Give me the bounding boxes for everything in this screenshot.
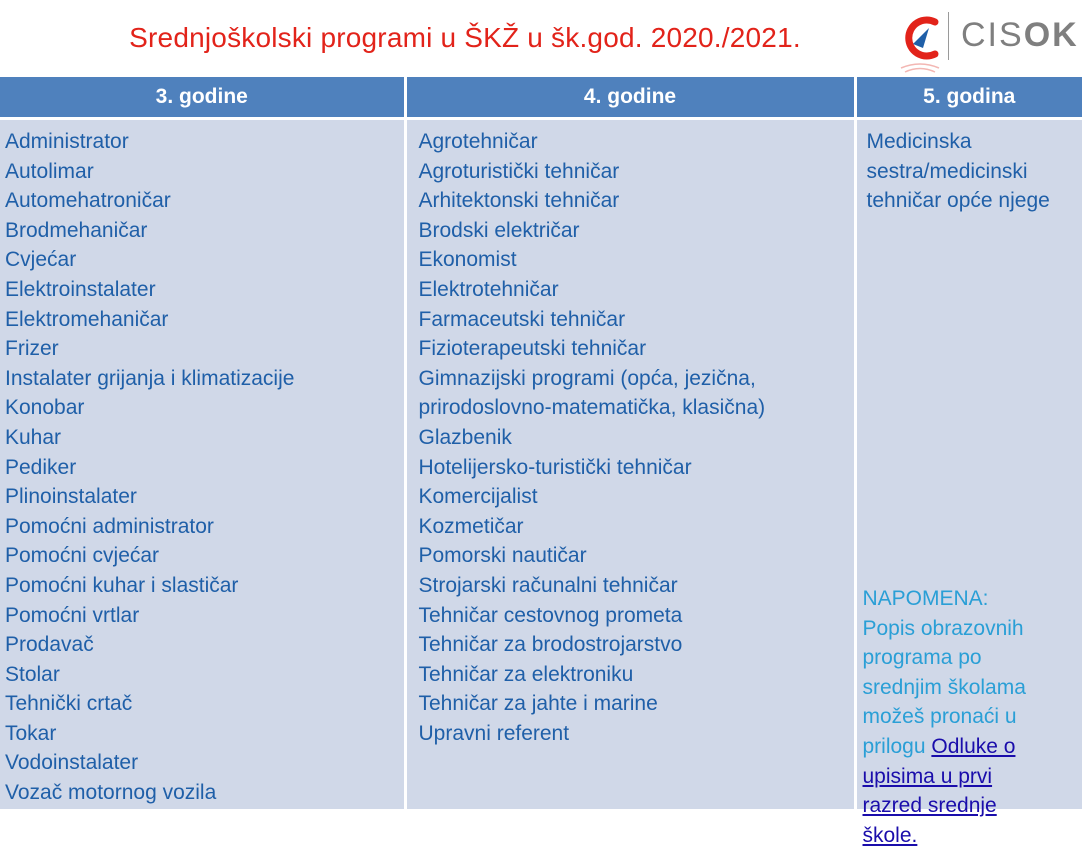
note-line: srednjim školama [863, 673, 1063, 703]
odluke-link[interactable]: razred srednje [863, 794, 997, 817]
program-item: Pomoćni kuhar i slastičar [5, 571, 404, 601]
odluke-link[interactable]: upisima u prvi [863, 765, 993, 788]
five-year-program [857, 120, 1082, 216]
program-item: Elektroinstalater [5, 275, 404, 305]
programs-table [0, 77, 1082, 809]
program-item: Glazbenik [419, 423, 854, 453]
program-item: Instalater grijanja i klimatizacije [5, 364, 404, 394]
program-item: Brodmehaničar [5, 216, 404, 246]
program-item: Autolimar [5, 157, 404, 187]
program-item: Komercijalist [419, 482, 854, 512]
program-item: Farmaceutski tehničar [419, 305, 854, 335]
program-item: Plinoinstalater [5, 482, 404, 512]
program-item: prirodoslovno-matematička, klasična) [419, 393, 854, 423]
program-item: Konobar [5, 393, 404, 423]
program-item: Prodavač [5, 630, 404, 660]
note-heading: NAPOMENA: [863, 584, 1063, 614]
program-item: Gimnazijski programi (opća, jezična, [419, 364, 854, 394]
cell-4-year [405, 119, 855, 810]
program-item: Kozmetičar [419, 512, 854, 542]
program-item: Elektrotehničar [419, 275, 854, 305]
program-item: Fizioterapeutski tehničar [419, 334, 854, 364]
body-row [0, 119, 1082, 810]
list-3-year [0, 120, 404, 808]
program-item: Pomoćni cvjećar [5, 541, 404, 571]
program-item: Vodoinstalater [5, 748, 404, 778]
header-4-year: 4. godine [405, 77, 855, 119]
program-item: Tokar [5, 719, 404, 749]
note-line: Popis obrazovnih [863, 614, 1063, 644]
program-item: Hotelijersko-turistički tehničar [419, 453, 854, 483]
odluke-link[interactable]: škole. [863, 824, 918, 847]
note-line [863, 791, 1063, 821]
column-4-year [407, 120, 854, 809]
cell-5-year [855, 119, 1082, 810]
program-item: Tehničar za jahte i marine [419, 689, 854, 719]
note-box [863, 584, 1063, 850]
logo-text-bold: OK [1024, 16, 1079, 54]
program-item: Stolar [5, 660, 404, 690]
program-item: Tehničar za brodostrojarstvo [419, 630, 854, 660]
page-title: Srednjoškolski programi u ŠKŽ u šk.god. 2020./2021. [0, 22, 930, 54]
column-5-year [857, 120, 1082, 809]
cisok-logo-icon [895, 8, 945, 74]
note-line: programa po [863, 643, 1063, 673]
program-item: Agroturistički tehničar [419, 157, 854, 187]
five-year-line: sestra/medicinski [867, 157, 1082, 187]
cell-3-year [0, 119, 405, 810]
program-item: Automehatroničar [5, 186, 404, 216]
five-year-line: tehničar opće njege [867, 186, 1082, 216]
odluke-link[interactable]: Odluke o [931, 735, 1015, 758]
note-line: možeš pronaći u [863, 702, 1063, 732]
program-item: Kuhar [5, 423, 404, 453]
program-item: Frizer [5, 334, 404, 364]
note-prefix: prilogu [863, 735, 932, 758]
program-item: Pomorski nautičar [419, 541, 854, 571]
header-row [0, 77, 1082, 119]
program-item: Tehničar cestovnog prometa [419, 601, 854, 631]
program-item: Strojarski računalni tehničar [419, 571, 854, 601]
header-3-year: 3. godine [0, 77, 405, 119]
program-item: Tehničar za elektroniku [419, 660, 854, 690]
program-item: Agrotehničar [419, 127, 854, 157]
five-year-line: Medicinska [867, 127, 1082, 157]
column-3-year [0, 120, 404, 809]
program-item: Vozač motornog vozila [5, 778, 404, 808]
list-4-year [407, 120, 854, 748]
program-item: Arhitektonski tehničar [419, 186, 854, 216]
note-line [863, 732, 1063, 762]
program-item: Upravni referent [419, 719, 854, 749]
program-item: Cvjećar [5, 245, 404, 275]
program-item: Pediker [5, 453, 404, 483]
cisok-logo [895, 8, 1082, 74]
logo-wordmark [961, 16, 1079, 55]
program-item: Elektromehaničar [5, 305, 404, 335]
logo-separator [948, 12, 949, 60]
note-line [863, 821, 1063, 850]
program-item: Pomoćni administrator [5, 512, 404, 542]
program-item: Ekonomist [419, 245, 854, 275]
program-item: Administrator [5, 127, 404, 157]
logo-text-regular: CIS [961, 16, 1024, 54]
note-line [863, 762, 1063, 792]
program-item: Tehnički crtač [5, 689, 404, 719]
program-item: Pomoćni vrtlar [5, 601, 404, 631]
program-item: Brodski električar [419, 216, 854, 246]
header-5-year: 5. godina [855, 77, 1082, 119]
